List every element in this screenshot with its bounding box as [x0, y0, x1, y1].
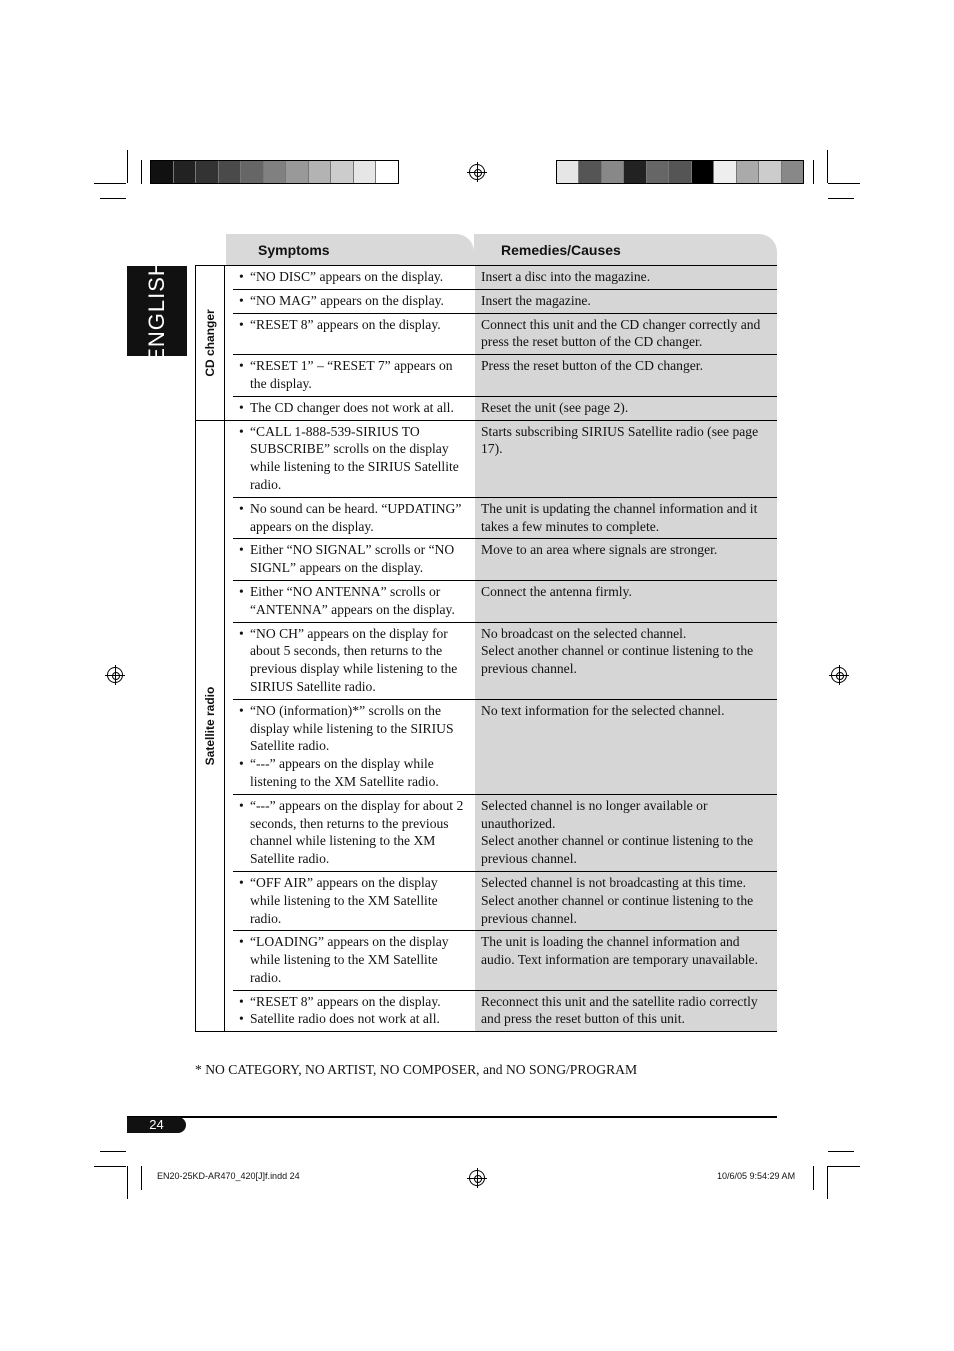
symptom-line: • “RESET 8” appears on the display. [250, 316, 441, 332]
symptom-group [195, 266, 777, 421]
language-tab-label: ENGLISH [144, 259, 169, 363]
remedy-cell [475, 355, 777, 396]
crop-mark [827, 150, 828, 183]
remedy-text: Selected channel is no longer available or unauthorized. [481, 797, 708, 831]
remedy-text: Connect the antenna firmly. [481, 583, 632, 599]
symptom-text [239, 357, 469, 393]
crop-mark [813, 160, 814, 184]
symptom-cell [233, 397, 475, 420]
symptom-text [239, 316, 469, 334]
symptom-line: • “LOADING” appears on the display while listening to the XM Satellite radio. [250, 934, 449, 985]
registration-mark-icon [469, 164, 485, 180]
color-swatch [309, 161, 332, 183]
remedy-cell [475, 421, 777, 497]
color-calibration-bar-right [556, 160, 804, 184]
remedy-text: Select another channel or continue listening to the previous channel. [481, 892, 754, 926]
crop-mark [100, 1151, 126, 1152]
remedy-cell [475, 623, 777, 699]
symptom-text [239, 702, 469, 755]
table-row [233, 581, 777, 623]
troubleshooting-table [195, 265, 777, 1032]
symptom-text [239, 399, 469, 417]
remedy-cell [475, 795, 777, 871]
color-swatch [647, 161, 669, 183]
remedy-text: The unit is updating the channel information and it takes a few minutes to complete. [481, 500, 758, 534]
remedy-cell [475, 498, 777, 539]
table-row [233, 931, 777, 990]
crop-mark [827, 1166, 828, 1199]
symptom-text [239, 797, 469, 868]
symptom-line: • “---” appears on the display for about 2 seconds, then returns to the previous channel while listening to the XM Satellite radio. [250, 797, 464, 867]
symptom-cell [233, 991, 475, 1032]
crop-mark [127, 1166, 128, 1199]
symptom-text [239, 268, 469, 286]
table-row [233, 498, 777, 540]
symptom-group [195, 421, 777, 1033]
symptom-cell [233, 355, 475, 396]
color-swatch [737, 161, 759, 183]
color-swatch [241, 161, 264, 183]
symptom-cell [233, 266, 475, 289]
group-label-text: Satellite radio [203, 686, 217, 766]
remedy-text: Selected channel is not broadcasting at this time. [481, 874, 747, 890]
symptom-line: • “---” appears on the display while listening to the XM Satellite radio. [250, 756, 439, 789]
remedy-cell [475, 397, 777, 420]
remedy-cell [475, 314, 777, 355]
crop-mark [94, 1166, 126, 1167]
slug-filename: EN20-25KD-AR470_420[J]f.indd 24 [157, 1171, 300, 1181]
registration-mark-icon [469, 1170, 485, 1186]
symptom-cell [233, 623, 475, 699]
color-swatch [557, 161, 579, 183]
table-row [233, 700, 777, 795]
symptom-text [239, 625, 469, 696]
symptom-line: • “RESET 1” – “RESET 7” appears on the display. [250, 358, 453, 391]
table-row [233, 623, 777, 700]
symptom-cell [233, 290, 475, 313]
symptom-line: • “NO (information)*” scrolls on the display while listening to the SIRIUS Satellite radio. [250, 702, 454, 754]
symptom-cell [233, 581, 475, 622]
symptom-cell [233, 872, 475, 930]
symptom-line: • Satellite radio does not work at all. [250, 1011, 440, 1027]
color-swatch [219, 161, 242, 183]
footnote: * NO CATEGORY, NO ARTIST, NO COMPOSER, and NO SONG/PROGRAM [195, 1062, 638, 1077]
crop-mark [828, 183, 860, 184]
symptom-cell [233, 498, 475, 539]
remedy-cell [475, 931, 777, 989]
crop-mark [94, 183, 126, 184]
remedy-cell [475, 266, 777, 289]
group-label [196, 266, 225, 420]
table-row [233, 991, 777, 1032]
symptom-line: • “CALL 1-888-539-SIRIUS TO SUBSCRIBE” scrolls on the display while listening to the SIRIUS Satellite radio. [250, 423, 459, 492]
color-calibration-bar-left [150, 160, 399, 184]
crop-mark [141, 160, 142, 184]
symptom-cell [233, 421, 475, 497]
symptom-line: • “NO CH” appears on the display for about 5 seconds, then returns to the previous display while listening to the SIRIUS Satellite radio. [250, 625, 458, 694]
remedy-text: Insert a disc into the magazine. [481, 269, 651, 284]
table-row [233, 872, 777, 931]
color-swatch [264, 161, 287, 183]
table-row [233, 421, 777, 498]
symptom-text [239, 541, 469, 577]
symptom-cell [233, 700, 475, 794]
color-swatch [151, 161, 174, 183]
color-swatch [624, 161, 646, 183]
symptom-line: • “OFF AIR” appears on the display while listening to the XM Satellite radio. [250, 874, 438, 926]
remedy-text: Reconnect this unit and the satellite radio correctly and press the reset button of this unit. [481, 993, 758, 1027]
crop-mark [127, 150, 128, 183]
table-row [233, 795, 777, 872]
symptom-line: • “NO DISC” appears on the display. [250, 269, 444, 284]
crop-mark [828, 1166, 860, 1167]
symptom-cell [233, 314, 475, 355]
remedy-text: No broadcast on the selected channel. [481, 625, 687, 641]
symptom-cell [233, 795, 475, 871]
color-swatch [174, 161, 197, 183]
remedy-cell [475, 581, 777, 622]
symptom-text [239, 993, 469, 1011]
symptom-text [239, 1010, 469, 1028]
symptom-cell [233, 539, 475, 580]
footer-rule [127, 1116, 777, 1118]
table-row [233, 290, 777, 314]
remedy-text: No text information for the selected channel. [481, 702, 725, 718]
remedy-text: Reset the unit (see page 2). [481, 399, 629, 415]
remedy-text: Starts subscribing SIRIUS Satellite radio (see page 17). [481, 423, 759, 457]
crop-mark [813, 1166, 814, 1190]
symptom-text [239, 755, 469, 791]
symptom-line: • No sound can be heard. “UPDATING” appears on the display. [250, 500, 462, 534]
remedy-cell [475, 991, 777, 1032]
group-label-text: CD changer [203, 309, 217, 377]
remedy-text: Select another channel or continue listening to the previous channel. [481, 833, 754, 867]
page-number: 24 [127, 1117, 186, 1133]
symptoms-header-label: Symptoms [258, 242, 330, 258]
remedy-text: Insert the magazine. [481, 292, 591, 308]
symptom-line: • “RESET 8” appears on the display. [250, 993, 441, 1009]
color-swatch [782, 161, 803, 183]
symptoms-header [226, 234, 474, 266]
crop-mark [828, 198, 854, 199]
remedy-cell [475, 290, 777, 313]
table-row [233, 266, 777, 290]
color-swatch [692, 161, 714, 183]
color-swatch [331, 161, 354, 183]
remedy-text: Move to an area where signals are stronger. [481, 542, 718, 558]
crop-mark [141, 1166, 142, 1190]
color-swatch [376, 161, 398, 183]
symptom-text [239, 292, 469, 310]
table-row [233, 397, 777, 420]
symptom-text [239, 933, 469, 986]
table-row [233, 314, 777, 356]
table-row [233, 355, 777, 397]
symptom-line: • “NO MAG” appears on the display. [250, 292, 444, 308]
symptom-line: • The CD changer does not work at all. [250, 399, 454, 415]
color-swatch [286, 161, 309, 183]
color-swatch [669, 161, 691, 183]
remedy-text: The unit is loading the channel information and audio. Text information are temporary unavailable. [481, 934, 758, 968]
symptom-cell [233, 931, 475, 989]
symptom-text [239, 874, 469, 927]
registration-mark-icon [831, 667, 847, 683]
color-swatch [759, 161, 781, 183]
symptom-line: • Either “NO SIGNAL” scrolls or “NO SIGNL” appears on the display. [250, 542, 455, 576]
color-swatch [579, 161, 601, 183]
remedies-header [474, 234, 777, 266]
remedy-cell [475, 700, 777, 794]
symptom-text [239, 583, 469, 619]
remedies-header-label: Remedies/Causes [501, 242, 621, 258]
crop-mark [100, 198, 126, 199]
symptom-text [239, 500, 469, 536]
remedy-text: Select another channel or continue listening to the previous channel. [481, 643, 754, 677]
color-swatch [602, 161, 624, 183]
crop-mark [828, 1151, 854, 1152]
group-label [196, 421, 225, 1032]
registration-mark-icon [107, 667, 123, 683]
language-tab [127, 259, 187, 363]
color-swatch [196, 161, 219, 183]
slug-timestamp: 10/6/05 9:54:29 AM [717, 1171, 796, 1181]
remedy-text: Connect this unit and the CD changer correctly and press the reset button of the CD changer. [481, 316, 761, 350]
table-row [233, 539, 777, 581]
symptom-text [239, 423, 469, 494]
remedy-cell [475, 872, 777, 930]
symptom-line: • Either “NO ANTENNA” scrolls or “ANTENNA” appears on the display. [250, 583, 455, 617]
remedy-text: Press the reset button of the CD changer. [481, 358, 703, 374]
color-swatch [354, 161, 377, 183]
color-swatch [714, 161, 736, 183]
remedy-cell [475, 539, 777, 580]
